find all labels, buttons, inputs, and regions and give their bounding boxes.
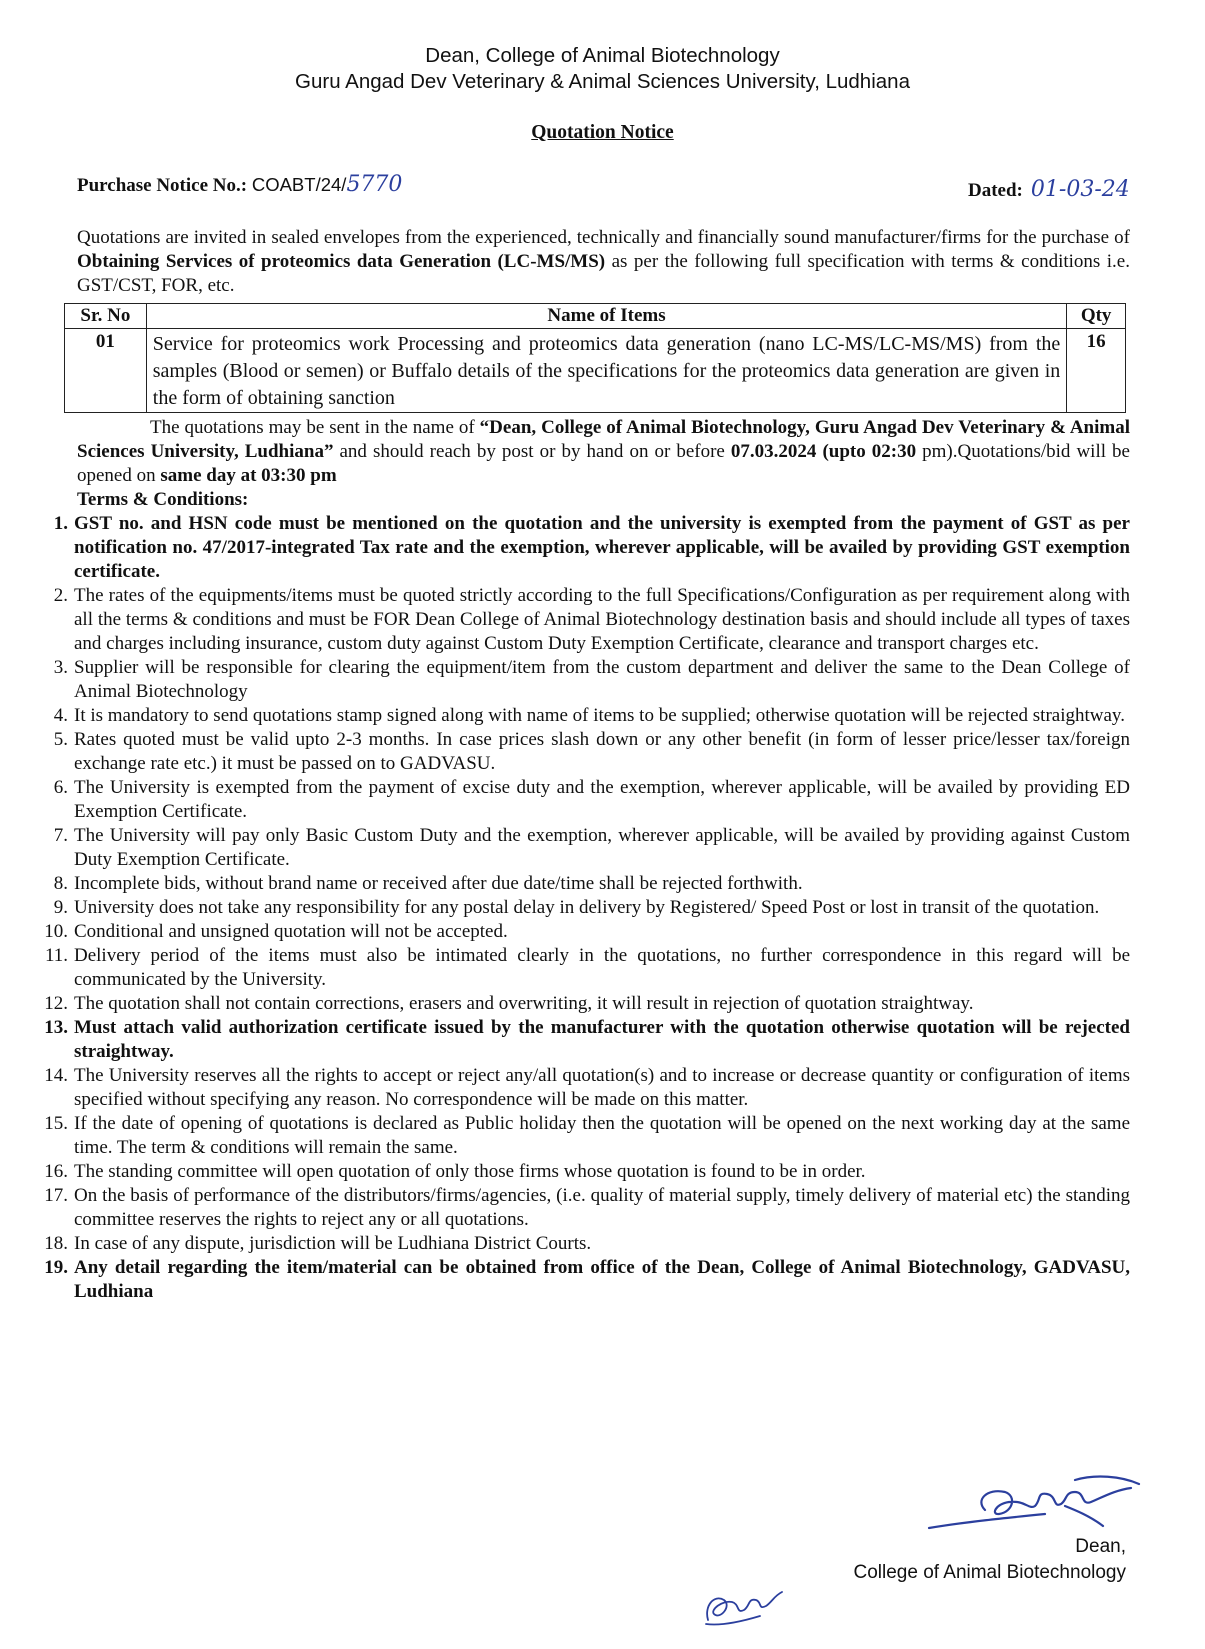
term-text: The University will pay only Basic Custom Duty and the exemption, wherever applicable, will be availed by providing against Custom Duty Exemption Certificate. (74, 825, 1130, 870)
row-sr-no: 01 (65, 329, 147, 413)
term-text: If the date of opening of quotations is declared as Public holiday then the quotation will be opened on the next working day at the same time. The term & conditions will remain the same. (74, 1113, 1130, 1158)
row-item-name: Service for proteomics work Processing and proteomics data generation (nano LC-MS/LC-MS/MS) from the samples (Blood or semen) or Buffalo details of the specifications for the proteomics data generation are given in the form of obtaining sanction (146, 329, 1067, 413)
intro-paragraph (77, 226, 1130, 298)
term-number: 11. (44, 945, 68, 966)
term-number: 15. (44, 1113, 68, 1134)
list-item (0, 872, 1130, 896)
term-number: 16. (44, 1161, 68, 1182)
header-sr-no: Sr. No (65, 304, 147, 329)
term-text: The rates of the equipments/items must be quoted strictly according to the full Specifications/Configuration as per requirement along with all the terms & conditions and must be FOR Dean College of Animal Biotechnology destination basis and should include all types of taxes and charges including insurance, custom duty against Custom Duty Exemption Certificate, clearance and transport charges etc. (74, 585, 1130, 654)
term-number: 1. (53, 513, 68, 534)
purchase-notice-handwritten-number: 5770 (346, 172, 403, 197)
items-table (64, 303, 1126, 413)
list-item (0, 704, 1130, 728)
header-name-of-items: Name of Items (146, 304, 1067, 329)
submission-paragraph (77, 416, 1130, 488)
term-number: 2. (53, 585, 68, 606)
dean-signature (925, 1470, 1155, 1545)
term-number: 12. (44, 993, 68, 1014)
term-text: GST no. and HSN code must be mentioned on the quotation and the university is exempted from the payment of GST as per notification no. 47/2017-integrated Tax rate and the exemption, wherever applicable, will be availed by providing GST exemption certificate. (74, 513, 1130, 582)
header-university: Guru Angad Dev Veterinary & Animal Sciences University, Ludhiana (295, 70, 910, 93)
list-item (0, 1016, 1130, 1064)
term-number: 6. (53, 777, 68, 798)
purchase-notice-label: Purchase Notice No.: (77, 175, 248, 196)
intro-service-name: Obtaining Services of proteomics data Generation (LC-MS/MS) (77, 251, 606, 272)
list-item (0, 1160, 1130, 1184)
term-text: The standing committee will open quotation of only those firms whose quotation is found to be in order. (74, 1161, 866, 1182)
term-text: The quotation shall not contain corrections, erasers and overwriting, it will result in rejection of quotation straightway. (74, 993, 974, 1014)
term-number: 9. (53, 897, 68, 918)
table-row (65, 329, 1126, 413)
dated (968, 177, 1130, 202)
list-item (0, 656, 1130, 704)
submission-text-2: and should reach by post or by hand on or before (333, 441, 731, 462)
list-item (0, 1112, 1130, 1160)
term-text: University does not take any responsibility for any postal delay in delivery by Registered/ Speed Post or lost in transit of the quotation. (74, 897, 1100, 918)
list-item (0, 584, 1130, 656)
term-text: Incomplete bids, without brand name or received after due date/time shall be rejected forthwith. (74, 873, 803, 894)
list-item (0, 1184, 1130, 1232)
row-qty: 16 (1067, 329, 1126, 413)
term-text: Conditional and unsigned quotation will not be accepted. (74, 921, 508, 942)
list-item (0, 512, 1130, 584)
term-text: The University reserves all the rights to accept or reject any/all quotation(s) and to increase or decrease quantity or configuration of items specified without specifying any reason. No correspondence will be made on this matter. (74, 1065, 1130, 1110)
dated-label: Dated: (968, 180, 1023, 201)
intro-text-before: Quotations are invited in sealed envelopes from the experienced, technically and financially sound manufacturer/firms for the purchase of (77, 227, 1130, 248)
term-number: 5. (53, 729, 68, 750)
term-number: 17. (44, 1185, 68, 1206)
term-text: It is mandatory to send quotations stamp signed along with name of items to be supplied; otherwise quotation will be rejected straightway. (74, 705, 1125, 726)
submission-addressee: “Dean, College of Animal Biotechnology, Guru Angad Dev Veterinary & Animal Sciences University, Ludhiana” (77, 417, 1131, 462)
term-number: 14. (44, 1065, 68, 1086)
header-qty: Qty (1067, 304, 1126, 329)
term-number: 8. (53, 873, 68, 894)
submission-text-3: pm).Quotations/bid will be opened on (77, 441, 1130, 486)
list-item (0, 896, 1130, 920)
submission-text-1: The quotations may be sent in the name of (150, 417, 480, 438)
list-item (0, 1232, 1130, 1256)
term-text: On the basis of performance of the distributors/firms/agencies, (i.e. quality of material supply, timely delivery of material etc) the standing committee reserves the rights to reject any or all quotations. (74, 1185, 1130, 1230)
intro-text-after: as per the following full specification with terms & conditions i.e. GST/CST, FOR, etc. (77, 251, 1130, 296)
handwritten-initials (700, 1570, 790, 1630)
purchase-notice (77, 172, 402, 197)
list-item (0, 824, 1130, 872)
term-text: Any detail regarding the item/material can be obtained from office of the Dean, College of Animal Biotechnology, GADVASU, Ludhiana (74, 1257, 1130, 1302)
list-item (0, 1256, 1130, 1304)
list-item (0, 1064, 1130, 1112)
term-text: In case of any dispute, jurisdiction will be Ludhiana District Courts. (74, 1233, 592, 1254)
term-text: Supplier will be responsible for clearing the equipment/item from the custom department and deliver the same to the Dean College of Animal Biotechnology (74, 657, 1130, 702)
terms-heading: Terms & Conditions: (77, 489, 249, 510)
header-dean-college: Dean, College of Animal Biotechnology (425, 44, 780, 67)
term-number: 19. (44, 1257, 68, 1278)
dated-handwritten-value: 01-03-24 (1030, 177, 1130, 202)
list-item (0, 728, 1130, 776)
signatory-college: College of Animal Biotechnology (853, 1562, 1126, 1583)
items-table-header (65, 304, 1126, 329)
terms-list (0, 512, 1130, 1304)
term-number: 4. (53, 705, 68, 726)
term-number: 13. (44, 1017, 68, 1038)
term-text: Rates quoted must be valid upto 2-3 months. In case prices slash down or any other benefit (in form of lesser price/lesser tax/foreign exchange rate etc.) it must be passed on to GADVASU. (74, 729, 1130, 774)
signatory-title: Dean, (1075, 1536, 1126, 1557)
term-number: 10. (44, 921, 68, 942)
list-item (0, 992, 1130, 1016)
term-text: Must attach valid authorization certificate issued by the manufacturer with the quotation otherwise quotation will be rejected straightway. (74, 1017, 1130, 1062)
term-text: The University is exempted from the payment of excise duty and the exemption, wherever applicable, will be availed by providing ED Exemption Certificate. (74, 777, 1130, 822)
term-number: 3. (53, 657, 68, 678)
term-text: Delivery period of the items must also be intimated clearly in the quotations, no further correspondence in this regard will be communicated by the University. (74, 945, 1130, 990)
term-number: 7. (53, 825, 68, 846)
list-item (0, 944, 1130, 992)
term-number: 18. (44, 1233, 68, 1254)
list-item (0, 776, 1130, 824)
submission-opening-time: same day at 03:30 pm (160, 465, 337, 486)
page-title: Quotation Notice (531, 122, 674, 143)
list-item (0, 920, 1130, 944)
purchase-notice-number: COABT/24/ (251, 174, 347, 195)
submission-deadline: 07.03.2024 (upto 02:30 (730, 441, 917, 462)
